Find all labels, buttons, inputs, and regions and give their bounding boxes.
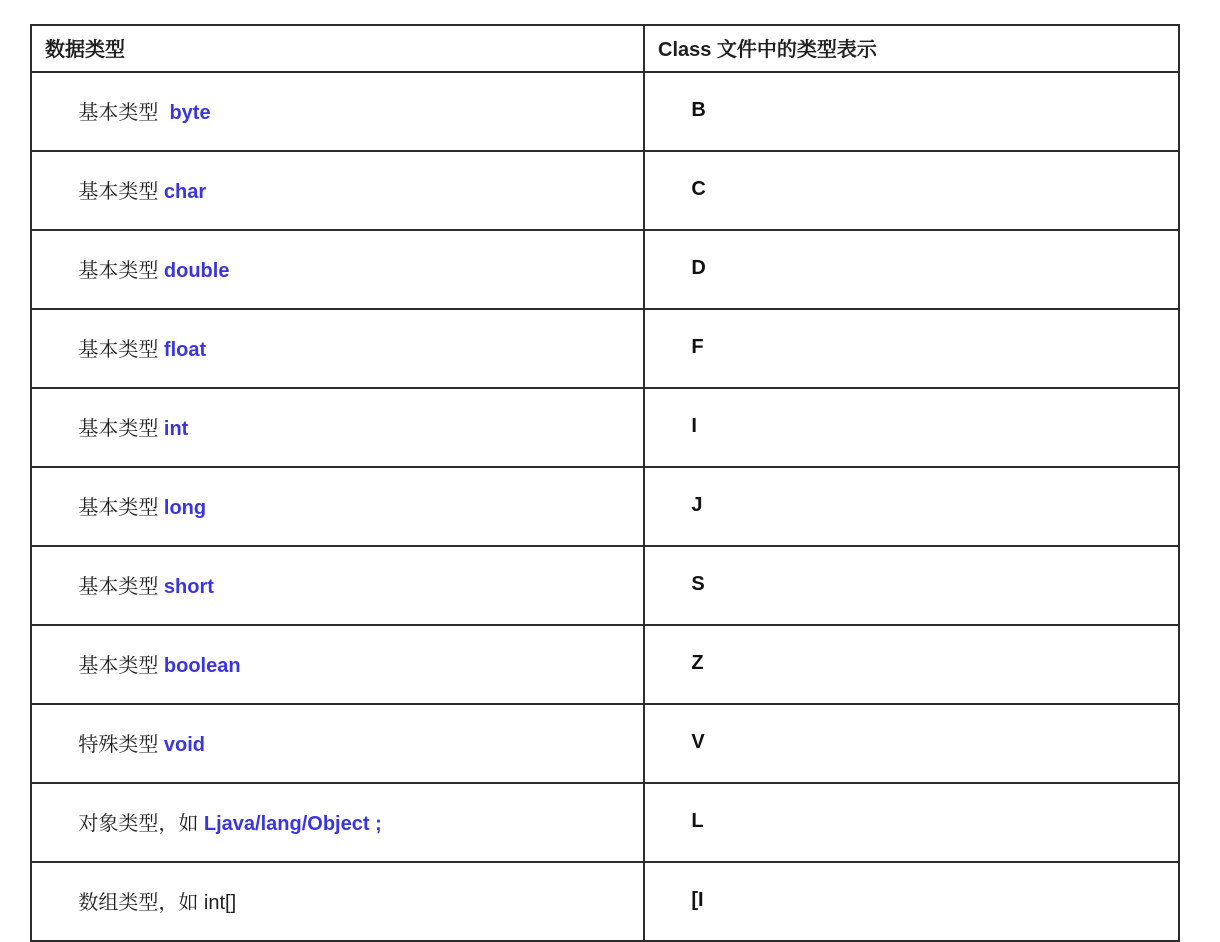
type-keyword: boolean bbox=[163, 655, 241, 677]
data-type-label: 基本类型 bbox=[78, 102, 170, 124]
type-descriptor-code: B bbox=[691, 99, 706, 121]
table-row bbox=[31, 783, 1179, 862]
column-header-data-type: 数据类型 bbox=[31, 25, 644, 72]
data-type-cell bbox=[31, 783, 644, 862]
type-descriptor-code: J bbox=[691, 494, 703, 516]
data-type-label: 基本类型 bbox=[78, 655, 164, 677]
type-keyword: void bbox=[163, 734, 206, 756]
table-row bbox=[31, 625, 1179, 704]
type-descriptor-code: Z bbox=[691, 652, 704, 674]
class-type-cell bbox=[644, 467, 1179, 546]
type-descriptor-code: S bbox=[691, 573, 705, 595]
type-descriptor-code: F bbox=[691, 336, 704, 358]
data-type-label: 基本类型 bbox=[78, 497, 164, 519]
class-type-cell bbox=[644, 309, 1179, 388]
data-type-label: 对象类型，如 bbox=[78, 813, 204, 835]
table-row bbox=[31, 388, 1179, 467]
class-type-cell bbox=[644, 230, 1179, 309]
data-type-label: 基本类型 bbox=[78, 260, 164, 282]
header-row bbox=[31, 25, 1179, 72]
type-descriptor-code: D bbox=[691, 257, 706, 279]
column-header-class-file-representation: Class 文件中的类型表示 bbox=[644, 25, 1179, 72]
type-descriptor-code: I bbox=[691, 415, 697, 437]
type-keyword: char bbox=[163, 181, 207, 203]
data-type-label: 特殊类型 bbox=[78, 734, 164, 756]
table-row bbox=[31, 151, 1179, 230]
type-keyword: float bbox=[163, 339, 207, 361]
type-descriptor-code: L bbox=[691, 810, 704, 832]
type-descriptor-table bbox=[30, 24, 1180, 942]
table-row bbox=[31, 230, 1179, 309]
table-row bbox=[31, 72, 1179, 151]
type-keyword: byte bbox=[169, 102, 211, 124]
table-row bbox=[31, 467, 1179, 546]
data-type-label: 基本类型 bbox=[78, 576, 164, 598]
data-type-cell bbox=[31, 309, 644, 388]
class-type-cell bbox=[644, 388, 1179, 467]
type-descriptor-table-wrap bbox=[30, 24, 1180, 942]
data-type-cell bbox=[31, 467, 644, 546]
class-type-cell bbox=[644, 546, 1179, 625]
data-type-cell bbox=[31, 72, 644, 151]
data-type-cell bbox=[31, 151, 644, 230]
table-row bbox=[31, 309, 1179, 388]
type-keyword: double bbox=[163, 260, 230, 282]
table-row bbox=[31, 704, 1179, 783]
class-type-cell bbox=[644, 151, 1179, 230]
class-type-cell bbox=[644, 625, 1179, 704]
class-type-cell bbox=[644, 783, 1179, 862]
class-type-cell bbox=[644, 72, 1179, 151]
data-type-label: 基本类型 bbox=[78, 339, 164, 361]
data-type-label: 数组类型，如 int[] bbox=[78, 892, 237, 914]
data-type-cell bbox=[31, 546, 644, 625]
type-descriptor-code: V bbox=[691, 731, 705, 753]
data-type-cell bbox=[31, 388, 644, 467]
class-type-cell bbox=[644, 704, 1179, 783]
type-descriptor-code: [I bbox=[691, 889, 704, 911]
type-keyword: short bbox=[163, 576, 214, 598]
type-keyword: int bbox=[163, 418, 189, 440]
table-row bbox=[31, 546, 1179, 625]
data-type-cell bbox=[31, 704, 644, 783]
class-type-cell bbox=[644, 862, 1179, 941]
data-type-cell bbox=[31, 625, 644, 704]
data-type-label: 基本类型 bbox=[78, 181, 164, 203]
table-row bbox=[31, 862, 1179, 941]
data-type-label: 基本类型 bbox=[78, 418, 164, 440]
type-keyword: long bbox=[163, 497, 207, 519]
type-descriptor-code: C bbox=[691, 178, 706, 200]
data-type-cell bbox=[31, 862, 644, 941]
type-keyword: Ljava/lang/Object ; bbox=[203, 813, 382, 835]
data-type-cell bbox=[31, 230, 644, 309]
